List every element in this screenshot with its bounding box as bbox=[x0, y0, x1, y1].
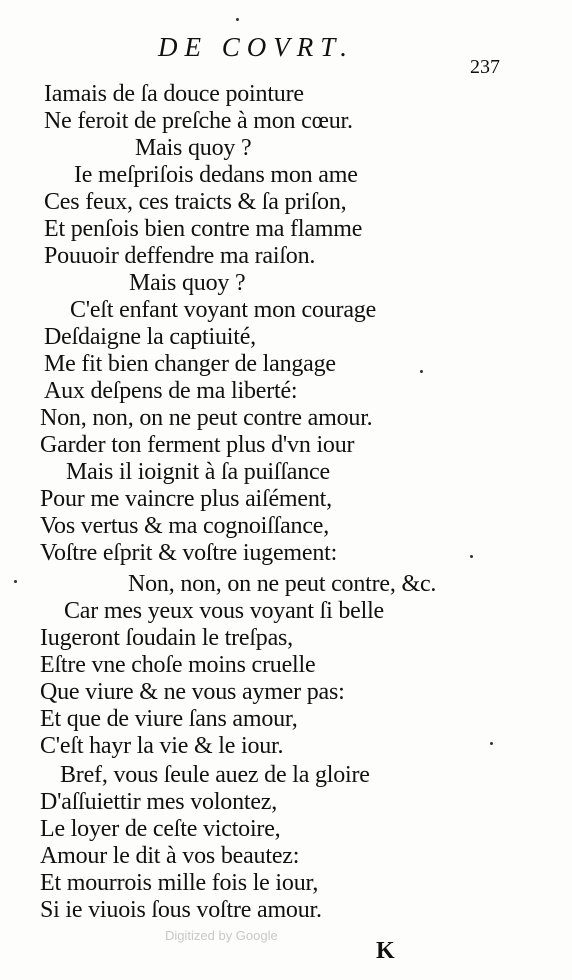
poem-line: C'eſt enfant voyant mon courage bbox=[70, 297, 377, 323]
poem-line: Si ie viuois ſous voſtre amour. bbox=[40, 897, 322, 923]
page-number: 237 bbox=[470, 56, 500, 78]
poem-line: Voſtre eſprit & voſtre iugement: bbox=[40, 540, 338, 566]
poem-line: Mais quoy ? bbox=[129, 270, 246, 296]
poem-line: Et mourrois mille fois le iour, bbox=[40, 870, 319, 896]
poem-line: Que viure & ne vous aymer pas: bbox=[40, 679, 345, 705]
poem-line: Ne feroit de preſche à mon cœur. bbox=[44, 108, 353, 134]
running-head: DE COVRT. bbox=[158, 32, 354, 62]
poem-line: Aux deſpens de ma liberté: bbox=[44, 378, 298, 404]
poem-line: Et que de viure ſans amour, bbox=[40, 706, 298, 732]
poem-line: Non, non, on ne peut contre amour. bbox=[40, 405, 373, 431]
signature-mark: K bbox=[376, 938, 395, 964]
poem-line: Non, non, on ne peut contre, &c. bbox=[128, 571, 437, 597]
poem-line: Et penſois bien contre ma flamme bbox=[44, 216, 363, 242]
scan-speck bbox=[14, 580, 17, 583]
poem-line: Pouuoir deffendre ma raiſon. bbox=[44, 243, 316, 269]
poem-line: Amour le dit à vos beautez: bbox=[40, 843, 300, 869]
scan-speck bbox=[470, 555, 473, 558]
digitization-watermark: Digitized by Google bbox=[165, 928, 278, 943]
poem-line: Deſdaigne la captiuité, bbox=[44, 324, 256, 350]
poem-line: Le loyer de ceſte victoire, bbox=[40, 816, 281, 842]
scan-speck bbox=[490, 742, 493, 745]
poem-line: Mais il ioignit à ſa puiſſance bbox=[66, 459, 330, 485]
poem-line: Mais quoy ? bbox=[135, 135, 252, 161]
poem-line: Eſtre vne choſe moins cruelle bbox=[40, 652, 316, 678]
poem-line: Iamais de ſa douce pointure bbox=[44, 81, 304, 107]
poem-line: Iugeront ſoudain le treſpas, bbox=[40, 625, 293, 651]
scan-speck bbox=[420, 370, 423, 373]
poem-line: Ces feux, ces traicts & ſa priſon, bbox=[44, 189, 347, 215]
poem-line: Vos vertus & ma cognoiſſance, bbox=[40, 513, 330, 539]
poem-line: Ie meſpriſois dedans mon ame bbox=[74, 162, 358, 188]
poem-line: Car mes yeux vous voyant ſi belle bbox=[64, 598, 385, 624]
poem-line: D'aſſuiettir mes volontez, bbox=[40, 789, 278, 815]
poem-line: Garder ton ferment plus d'vn iour bbox=[40, 432, 355, 458]
poem-line: Me fit bien changer de langage bbox=[44, 351, 336, 377]
scan-speck bbox=[236, 18, 239, 21]
poem-line: Pour me vaincre plus aiſément, bbox=[40, 486, 332, 512]
poem-line: Bref, vous ſeule auez de la gloire bbox=[60, 762, 370, 788]
poem-line: C'eſt hayr la vie & le iour. bbox=[40, 733, 284, 759]
